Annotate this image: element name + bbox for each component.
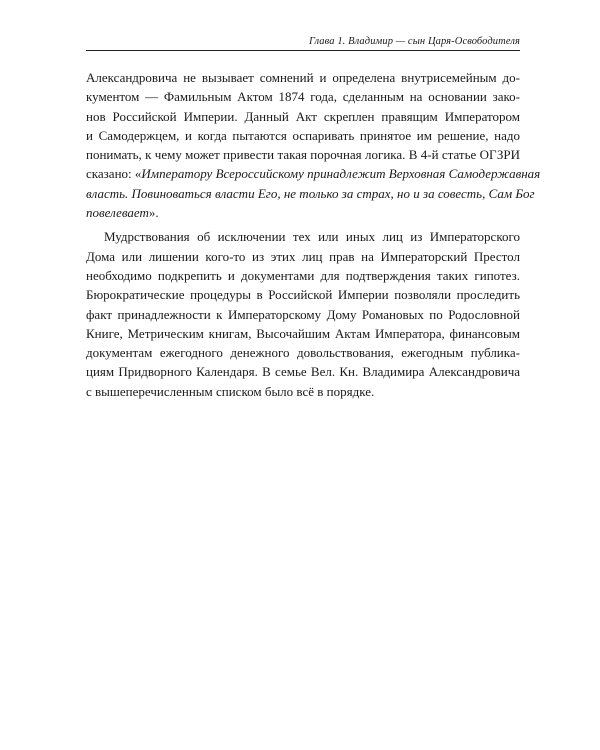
- text-segment: ».: [148, 205, 159, 221]
- quote-italic-line: власть. Повиноваться власти Его, не только за страх, но и за совесть, Сам Бог: [86, 185, 535, 201]
- text-line: с вышеперечисленным списком было всё в порядке.: [86, 383, 375, 399]
- paragraph-1: [86, 68, 541, 222]
- text-line: нов Российской Империи. Данный Акт скреплен правящим Императором: [86, 108, 520, 124]
- text-line: документам ежегодного денежного довольствования, ежегодным публика-: [86, 345, 520, 361]
- text-line: циям Придворного Календаря. В семье Вел. Кн. Владимира Александровича: [86, 364, 520, 380]
- text-segment: сказано: «: [86, 166, 142, 182]
- text-line: Книге, Метрическим книгам, Высочайшим Актам Императора, финансовым: [86, 325, 520, 341]
- running-head: Глава 1. Владимир — сын Царя-Освободителя: [308, 36, 520, 47]
- body-text: [86, 68, 541, 401]
- text-line: [86, 164, 541, 183]
- quote-italic: повелевает: [86, 205, 149, 221]
- text-line: [86, 203, 520, 222]
- text-line: Дома или лишении кого-то из этих лиц прав на Императорский Престол: [86, 248, 520, 264]
- quote-italic: Императору Всероссийскому принадлежит Верховная Самодержавная: [141, 166, 541, 182]
- text-line: кументом — Фамильным Актом 1874 года, сделанным на основании зако-: [86, 89, 520, 105]
- header-rule: [86, 50, 520, 51]
- text-line: и Самодержцем, и когда пытаются оспаривать принятое им решение, надо: [86, 127, 520, 143]
- paragraph-2: [86, 227, 520, 401]
- text-line: Мудрствования об исключении тех или иных лиц из Императорского: [104, 229, 520, 245]
- text-line: понимать, к чему может привести такая порочная логика. В 4-й статье ОГЗРИ: [86, 147, 520, 163]
- text-line: факт принадлежности к Императорскому Дому Романовых по Родословной: [86, 306, 520, 322]
- text-line: Бюрократические процедуры в Российской Империи позволяли проследить: [86, 287, 520, 303]
- text-line: Александровича не вызывает сомнений и определена внутрисемейным до-: [86, 70, 520, 85]
- text-line: необходимо подкрепить и документами для подтверждения таких гипотез.: [86, 267, 520, 283]
